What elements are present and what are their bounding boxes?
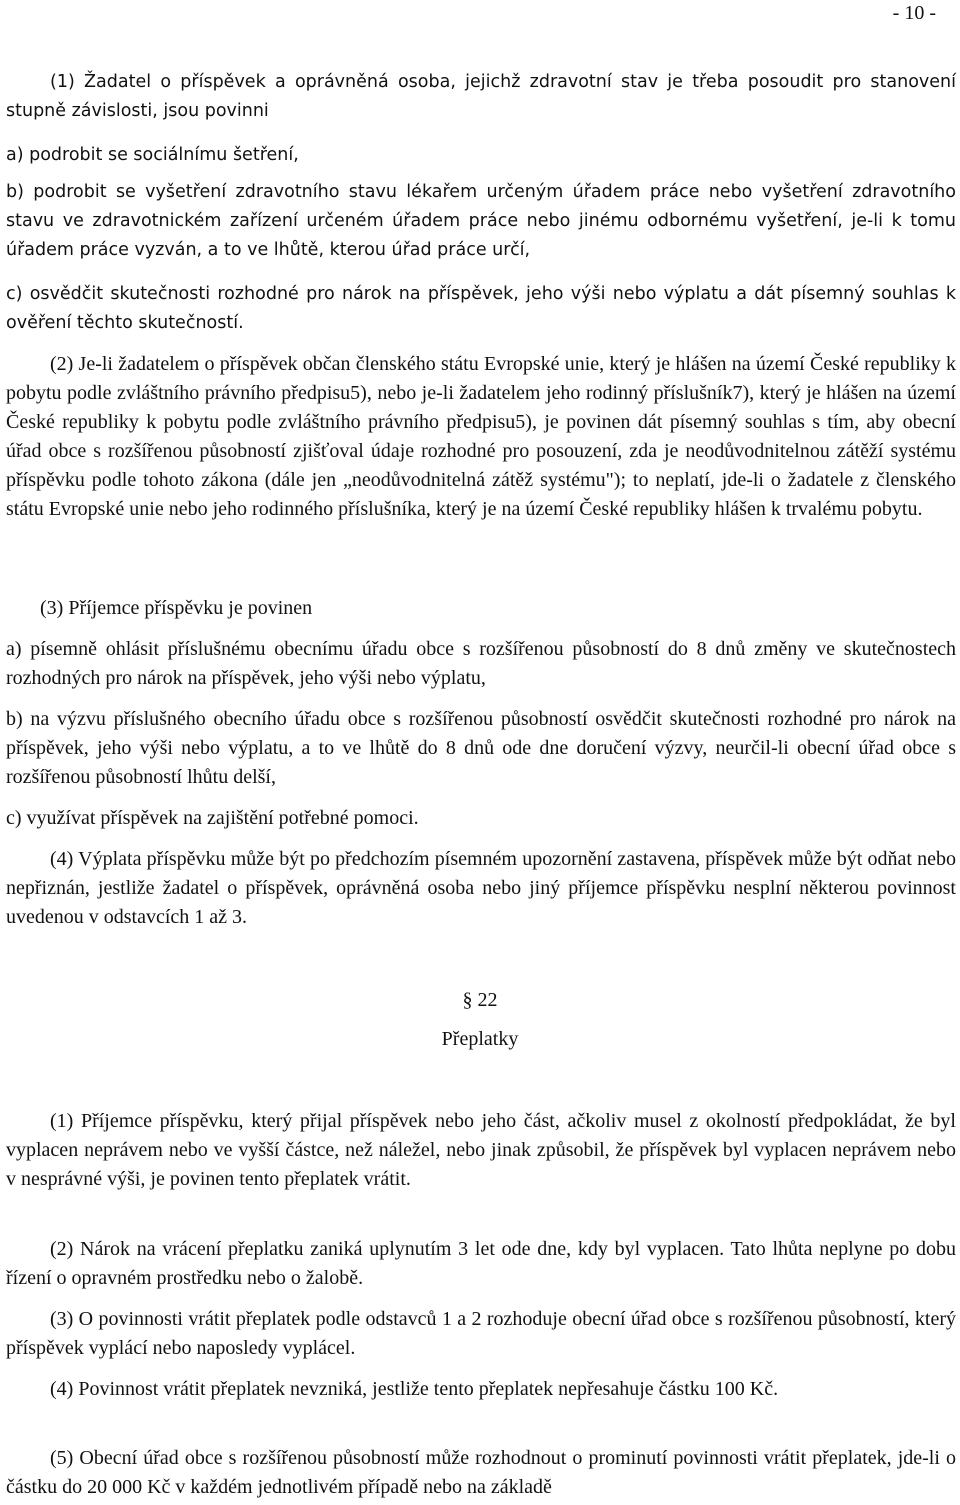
item-3c: c) využívat příspěvek na zajištění potřebné pomoci.: [6, 807, 419, 829]
item-3b: b) na výzvu příslušného obecního úřadu obce s rozšířenou působností osvědčit skutečnosti rozhodné pro nárok na příspěvek, jeho výši nebo výplatu, a to ve lhůtě do 8 dnů ode dne doručení výzvy, neurčil-li obecní úřad obce s rozšířenou působností lhůtu delší,: [6, 708, 956, 788]
page-number: - 10 -: [892, 2, 936, 24]
section-paragraph-5: (5) Obecní úřad obce s rozšířenou působností může rozhodnout o prominutí povinnosti vrátit přeplatek, jde-li o částku do 20 000 Kč v každém jednotlivém případě nebo na základě: [6, 1447, 956, 1498]
paragraph-4: (4) Výplata příspěvku může být po předchozím písemném upozornění zastavena, příspěvek může být odňat nebo nepřiznán, jestliže žadatel o příspěvek, oprávněná osoba nebo jiný příjemce příspěvku nesplní některou povinnost uvedenou v odstavcích 1 až 3.: [6, 848, 956, 928]
section-paragraph-1: (1) Příjemce příspěvku, který přijal příspěvek nebo jeho část, ačkoliv musel z okolností předpokládat, že byl vyplacen neprávem nebo ve vyšší částce, než náležel, nebo jinak způsobil, že příspěvek byl vyplacen neprávem nebo v nesprávné výši, je povinen tento přeplatek vrátit.: [6, 1110, 956, 1190]
item-3a: a) písemně ohlásit příslušnému obecnímu úřadu obce s rozšířenou působností do 8 dnů změny ve skutečnostech rozhodných pro nárok na příspěvek, jeho výši nebo výplatu,: [6, 638, 956, 689]
section-paragraph-2: (2) Nárok na vrácení přeplatku zaniká uplynutím 3 let ode dne, kdy byl vyplacen. Tato lhůta neplyne po dobu řízení o opravném prostředku nebo o žalobě.: [6, 1238, 956, 1289]
section-paragraph-4: (4) Povinnost vrátit přeplatek nevzniká, jestliže tento přeplatek nepřesahuje částku 100 Kč.: [50, 1378, 779, 1400]
section-title: Přeplatky: [441, 1028, 519, 1050]
paragraph-3: (3) Příjemce příspěvku je povinen: [40, 597, 313, 619]
item-c: c) osvědčit skutečnosti rozhodné pro nárok na příspěvek, jeho výši nebo výplatu a dát písemný souhlas k ověření těchto skutečností.: [6, 284, 956, 333]
item-a: a) podrobit se sociálnímu šetření,: [6, 145, 299, 165]
section-number: § 22: [462, 989, 498, 1011]
section-paragraph-3: (3) O povinnosti vrátit přeplatek podle odstavců 1 a 2 rozhoduje obecní úřad obce s rozšířenou působností, který příspěvek vyplácí nebo naposledy vyplácel.: [6, 1308, 956, 1359]
paragraph-1: (1) Žadatel o příspěvek a oprávněná osoba, jejichž zdravotní stav je třeba posoudit pro stanovení stupně závislosti, jsou povinni: [6, 72, 956, 121]
item-b: b) podrobit se vyšetření zdravotního stavu lékařem určeným úřadem práce nebo vyšetření zdravotního stavu ve zdravotnickém zařízení určeném úřadem práce nebo jinému odbornému vyšetření, je-li k tomu úřadem práce vyzván, a to ve lhůtě, kterou úřad práce určí,: [6, 182, 956, 260]
paragraph-2: (2) Je-li žadatelem o příspěvek občan členského státu Evropské unie, který je hlášen na území České republiky k pobytu podle zvláštního právního předpisu5), nebo je-li žadatelem jeho rodinný příslušník7), který je hlášen na území České republiky k pobytu podle zvláštního právního předpisu5), je povinen dát písemný souhlas s tím, aby obecní úřad obce s rozšířenou působností zjišťoval údaje rozhodné pro posouzení, zda je neodůvodnitelnou zátěží systému příspěvku podle tohoto zákona (dále jen „neodůvodnitelná zátěž systému"); to neplatí, jde-li o žadatele z členského státu Evropské unie nebo jeho rodinného příslušníka, který je na území České republiky hlášen k trvalému pobytu.: [6, 353, 956, 520]
